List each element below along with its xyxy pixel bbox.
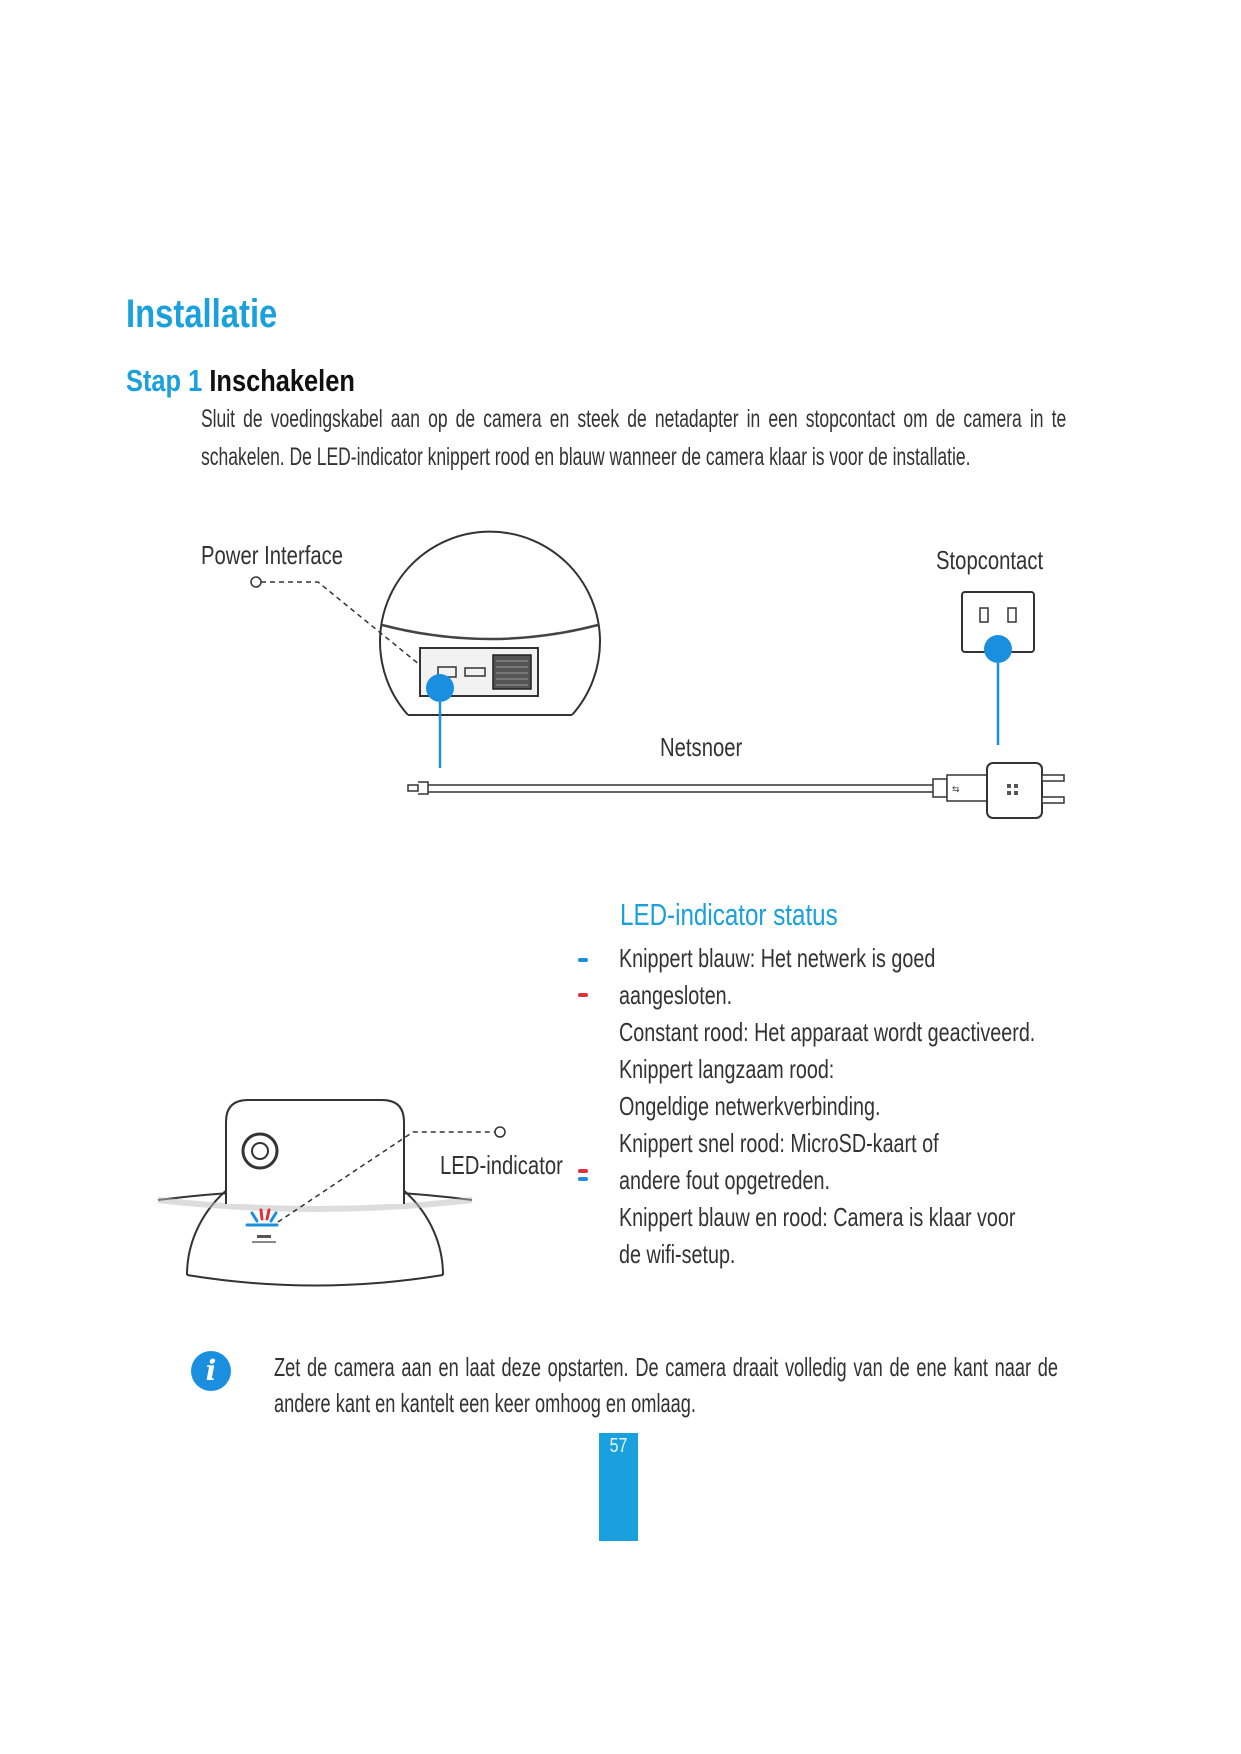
red-led-marker-2 — [578, 1169, 588, 1173]
page-number-tab — [599, 1433, 638, 1541]
led-status-item: Knippert langzaam rood: Ongeldige netwerkverbinding. — [619, 1054, 881, 1121]
led-indicator-label: LED-indicator — [440, 1150, 563, 1180]
led-status-item: Constant rood: Het apparaat wordt geactiveerd. — [619, 1017, 1036, 1047]
power-interface-label: Power Interface — [201, 540, 344, 570]
svg-text:⇆: ⇆ — [952, 785, 960, 795]
blue-led-marker-2 — [578, 1177, 588, 1181]
led-status-title: LED-indicator status — [620, 897, 838, 932]
step-title: Inschakelen — [209, 363, 355, 398]
led-status-item: Knippert blauw en rood: Camera is klaar voor de wifi-setup. — [619, 1202, 1016, 1269]
red-led-marker — [578, 993, 588, 997]
blue-led-marker — [578, 958, 588, 962]
step-heading — [126, 363, 355, 399]
info-icon: i — [191, 1351, 231, 1391]
info-note: Zet de camera aan en laat deze opstarten. De camera draait volledig van de ene kant naar de andere kant en kantelt een keer omhoog en omlaag. — [274, 1352, 1058, 1418]
led-indicator-diagram — [150, 1080, 570, 1290]
cable-label: Netsnoer — [660, 732, 743, 762]
led-status-item: Knippert blauw: Het netwerk is goed aangesloten. — [619, 943, 936, 1010]
step-number: Stap 1 — [126, 363, 203, 398]
page-heading: Installatie — [126, 292, 278, 336]
led-status-list — [619, 940, 1174, 1273]
led-status-item: Knippert snel rood: MicroSD-kaart of andere fout opgetreden. — [619, 1128, 939, 1195]
page-number: 57 — [609, 1435, 628, 1457]
outlet-label: Stopcontact — [936, 545, 1044, 575]
intro-paragraph: Sluit de voedingskabel aan op de camera en steek de netadapter in een stopcontact om de camera in te schakelen. De LED-indicator knippert rood en blauw wanneer de camera klaar is voor de installatie. — [201, 405, 1067, 471]
